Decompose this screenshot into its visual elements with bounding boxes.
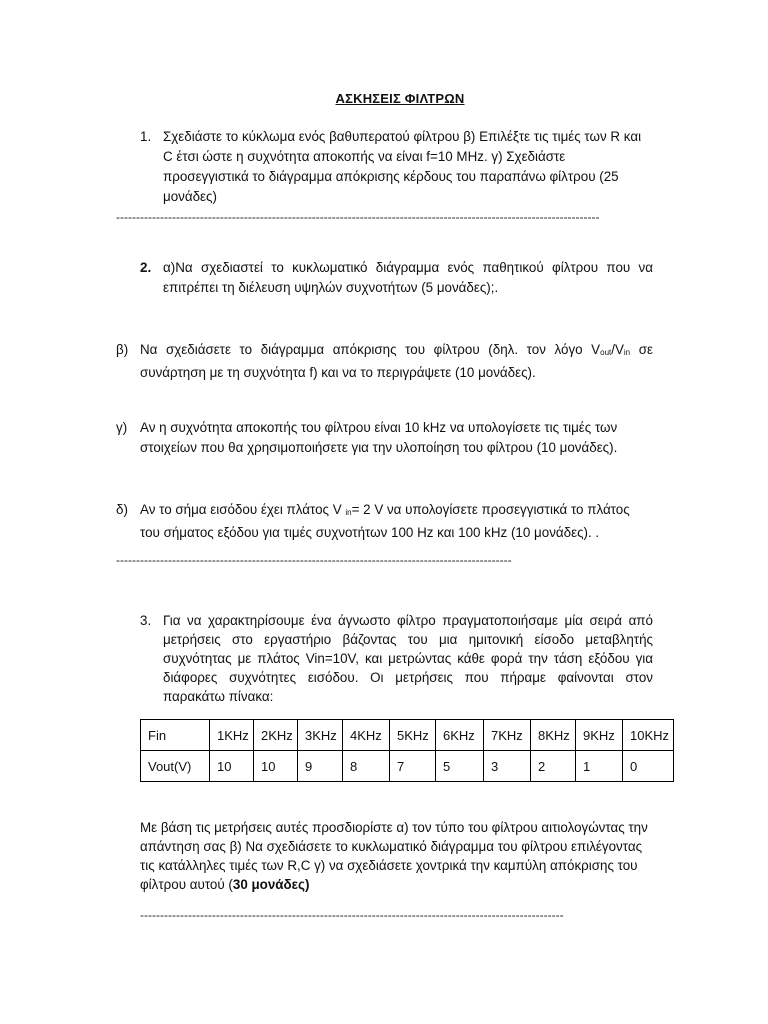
table-row	[141, 720, 674, 751]
table-cell: 1	[576, 751, 623, 782]
separator-2: ---------------------------------------------------------------------------------------------------	[116, 553, 512, 567]
table-row	[141, 751, 674, 782]
separator-1: -------------------------------------------------------------------------------------------------------------------------	[116, 210, 600, 224]
table-cell: 5	[436, 751, 484, 782]
q2-part-d-text-2: = 2 V να υπολογίσετε προσεγγιστικά το πλάτος του σήματος εξόδου για τιμές συχνοτήτων 100 Hz και 100 kHz (10 μονάδες). .	[140, 502, 630, 540]
table-cell: 6KHz	[436, 720, 484, 751]
table-cell: 7	[390, 751, 436, 782]
table-cell: 9KHz	[576, 720, 623, 751]
table-cell: 3KHz	[298, 720, 343, 751]
q2-part-d-text	[140, 500, 653, 543]
q2-part-a-text: α)Να σχεδιαστεί το κυκλωματικό διάγραμμα ενός παθητικού φίλτρου που να επιτρέπει τη διέλευση υψηλών συχνοτήτων (5 μονάδες);.	[163, 260, 653, 295]
table-cell: 1KHz	[210, 720, 254, 751]
table-cell: 10KHz	[623, 720, 674, 751]
table-cell: 7KHz	[484, 720, 531, 751]
separator-3: ----------------------------------------------------------------------------------------------------------	[140, 908, 564, 922]
table-cell: 10	[210, 751, 254, 782]
subscript-out: out	[600, 348, 612, 357]
q1-text: Σχεδιάστε το κύκλωμα ενός βαθυπερατού φίλτρου β) Επιλέξτε τις τιμές των R και C έτσι ώστε η συχνότητα αποκοπής να είναι f=10 MHz. γ) Σχεδιάστε προσεγγιστικά το διάγραμμα απόκρισης κέρδους του παραπάνω φίλτρου (25 μονάδες)	[163, 129, 642, 204]
table-cell: Vout(V)	[141, 751, 210, 782]
q2-part-b-text-3: σε συνάρτηση με τη συχνότητα f) και να το περιγράψετε (10 μονάδες).	[140, 342, 653, 380]
q3-conclusion-text	[140, 818, 655, 894]
measurements-table	[140, 719, 674, 782]
page-title: ΑΣΚΗΣΕΙΣ ΦΙΛΤΡΩΝ	[335, 91, 465, 106]
table-cell: 2KHz	[254, 720, 298, 751]
table-cell: 5KHz	[390, 720, 436, 751]
q3-intro-text: Για να χαρακτηρίσουμε ένα άγνωστο φίλτρο πραγματοποιήσαμε μία σειρά από μετρήσεις στο εργαστήριο βάζοντας του μια ημιτονική είσοδο μεταβλητής συχνότητας με πλάτος Vin=10V, και μετρώντας κάθε φορά την τάση εξόδου για διάφορες συχνότητες εισόδου. Οι μετρήσεις που πήραμε φαίνονται στον παρακάτω πίνακα:	[163, 613, 653, 704]
table-cell: 8KHz	[531, 720, 576, 751]
q3-points-bold: 30 μονάδες)	[232, 877, 310, 892]
q2-part-c-text: Αν η συχνότητα αποκοπής του φίλτρου είναι 10 kHz να υπολογίσετε τις τιμές των στοιχείων που θα χρησιμοποιήσετε για την υλοποίηση του φίλτρου (10 μονάδες).	[140, 420, 618, 455]
table-cell: 0	[623, 751, 674, 782]
table-cell: 8	[343, 751, 390, 782]
subscript-in: in	[623, 348, 631, 357]
q2-part-c-label: γ)	[116, 420, 128, 435]
q3-number: 3.	[140, 613, 152, 628]
table-cell: 9	[298, 751, 343, 782]
q1-number: 1.	[140, 129, 152, 144]
table-cell: 3	[484, 751, 531, 782]
table-cell: Fin	[141, 720, 210, 751]
q2-part-b-label: β)	[116, 342, 129, 357]
q2-number: 2.	[140, 260, 152, 275]
q2-part-b-text	[140, 340, 653, 383]
table-cell: 10	[254, 751, 298, 782]
subscript-in: in	[345, 508, 352, 517]
q2-part-d-label: δ)	[116, 502, 128, 517]
q2-part-b-text-2: /V	[611, 342, 624, 357]
q2-part-b-text-1: Να σχεδιάσετε το διάγραμμα απόκρισης του φίλτρου (δηλ. τον λόγο V	[140, 342, 601, 357]
table-cell: 2	[531, 751, 576, 782]
table-cell: 4KHz	[343, 720, 390, 751]
q2-part-d-text-1: Αν το σήμα εισόδου έχει πλάτος V	[140, 502, 346, 517]
q3-conclusion-text-1: Με βάση τις μετρήσεις αυτές προσδιορίστε α) τον τύπο του φίλτρου αιτιολογώντας την απάντηση σας β) Να σχεδιάσετε το κυκλωματικό διάγραμμα του φίλτρου επιλέγοντας τις κατάλληλες τιμές των R,C γ) να σχεδιάσετε χοντρικά την καμπύλη απόκρισης του φίλτρου αυτού (	[140, 820, 648, 892]
